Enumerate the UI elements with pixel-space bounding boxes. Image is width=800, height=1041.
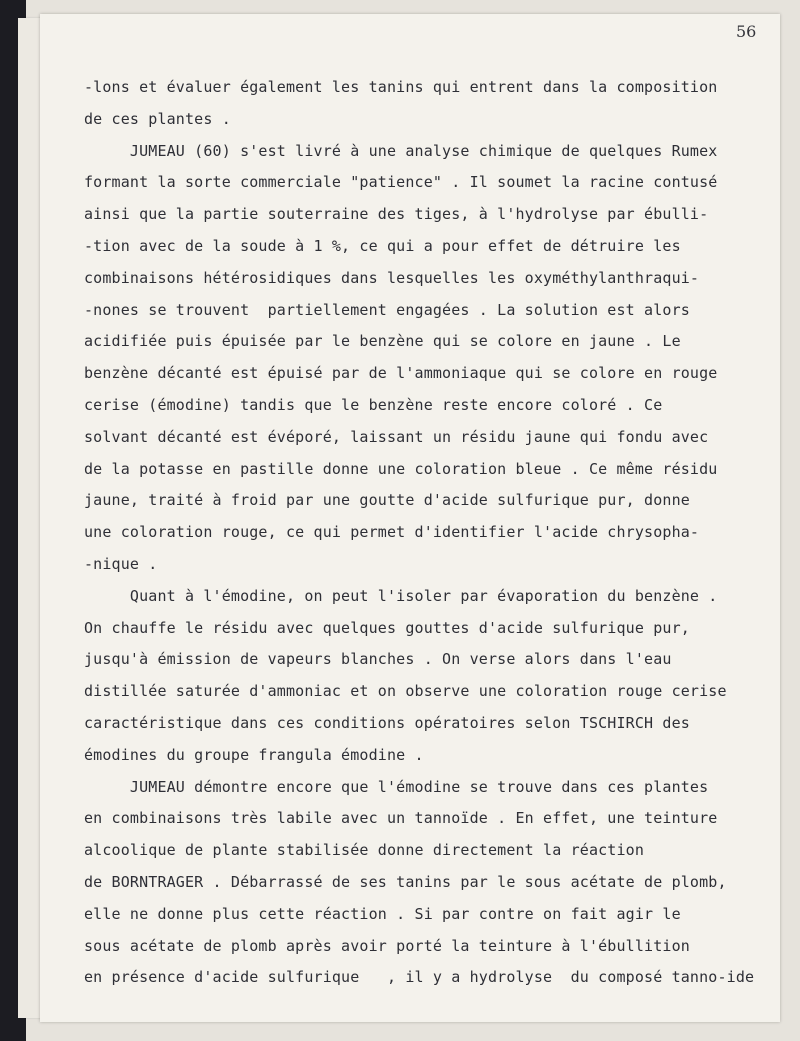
text-line: -nones se trouvent partiellement engagées . La solution est alors [84, 300, 690, 319]
text-line: de ces plantes . [84, 109, 231, 128]
typed-text-body [84, 72, 764, 994]
text-line: sous acétate de plomb après avoir porté la teinture à l'ébullition [84, 936, 690, 955]
text-line: émodines du groupe frangula émodine . [84, 745, 424, 764]
text-line: combinaisons hétérosidiques dans lesquelles les oxyméthylanthraqui- [84, 268, 700, 287]
page-number: 56 [736, 22, 757, 41]
text-line: elle ne donne plus cette réaction . Si par contre on fait agir le [84, 904, 681, 923]
text-line: -nique . [84, 554, 158, 573]
text-line: cerise (émodine) tandis que le benzène reste encore coloré . Ce [84, 395, 663, 414]
text-line: distillée saturée d'ammoniac et on observe une coloration rouge cerise [84, 682, 727, 701]
underlying-page [18, 18, 41, 1018]
text-line: une coloration rouge, ce qui permet d'identifier l'acide chrysopha- [84, 523, 700, 542]
text-line: Quant à l'émodine, on peut l'isoler par évaporation du benzène . [84, 586, 718, 605]
text-line: caractéristique dans ces conditions opératoires selon TSCHIRCH des [84, 713, 690, 732]
text-line: -tion avec de la soude à 1 %, ce qui a pour effet de détruire les [84, 236, 681, 255]
text-line: jaune, traité à froid par une goutte d'acide sulfurique pur, donne [84, 491, 690, 510]
text-line: alcoolique de plante stabilisée donne directement la réaction [84, 841, 645, 860]
document-page [40, 14, 780, 1022]
text-line: -lons et évaluer également les tanins qui entrent dans la composition [84, 78, 718, 96]
text-line: en présence d'acide sulfurique , il y a hydrolyse du composé tanno-ide [84, 968, 755, 987]
text-line: benzène décanté est épuisé par de l'ammoniaque qui se colore en rouge [84, 364, 718, 383]
text-line: acidifiée puis épuisée par le benzène qui se colore en jaune . Le [84, 332, 681, 351]
text-line: On chauffe le résidu avec quelques gouttes d'acide sulfurique pur, [84, 618, 690, 637]
text-line: JUMEAU (60) s'est livré à une analyse chimique de quelques Rumex [84, 141, 718, 160]
text-line: ainsi que la partie souterraine des tiges, à l'hydrolyse par ébulli- [84, 205, 709, 224]
text-line: formant la sorte commerciale "patience" . Il soumet la racine contusé [84, 173, 718, 192]
text-line: JUMEAU démontre encore que l'émodine se trouve dans ces plantes [84, 777, 709, 796]
text-line: solvant décanté est évéporé, laissant un résidu jaune qui fondu avec [84, 427, 709, 446]
text-line: en combinaisons très labile avec un tannoïde . En effet, une teinture [84, 809, 718, 828]
text-line: de BORNTRAGER . Débarrassé de ses tanins par le sous acétate de plomb, [84, 872, 727, 891]
text-line: jusqu'à émission de vapeurs blanches . On verse alors dans l'eau [84, 650, 672, 669]
text-line: de la potasse en pastille donne une coloration bleue . Ce même résidu [84, 459, 718, 478]
